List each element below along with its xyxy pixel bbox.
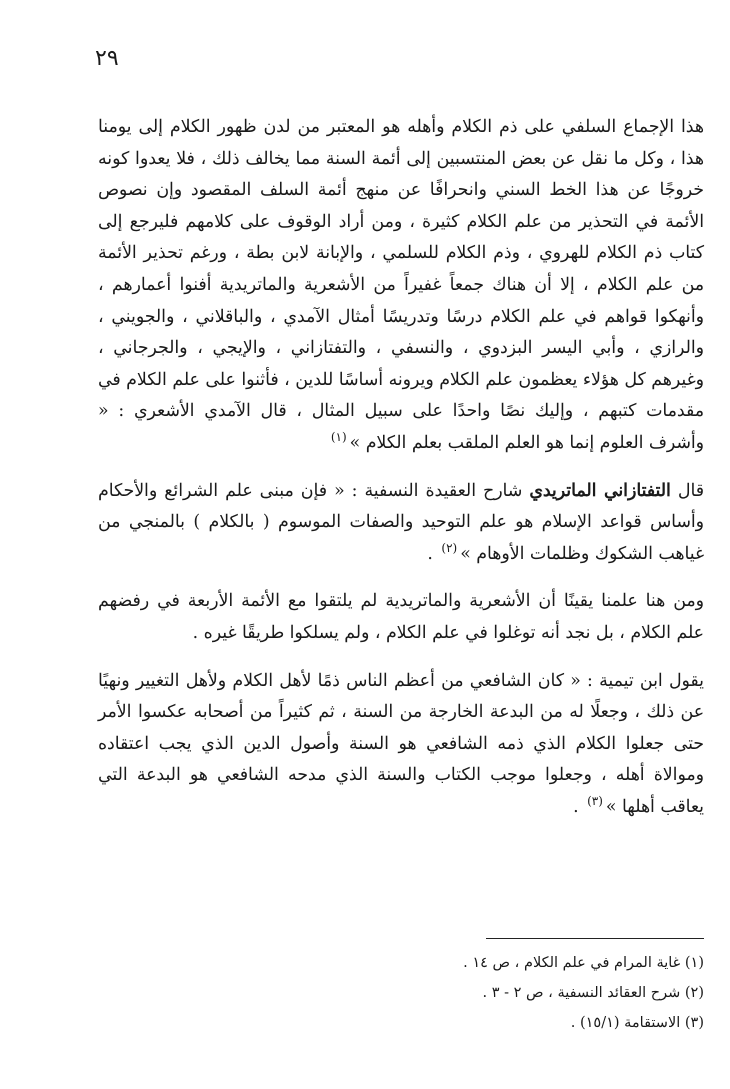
main-text	[98, 112, 704, 823]
footnote-ref-1[interactable]: (١)	[330, 430, 347, 445]
paragraph-1-text: هذا الإجماع السلفي على ذم الكلام وأهله هو المعتبر من لدن ظهور الكلام إلى يومنا هذا ، وكل ما نقل عن بعض المنتسبين إلى أئمة السنة مما يخالف ذلك ، فلا يعدوا كونه خروجًا عن هذا الخط السني وانحرافًا عن منهج أئمة السلف المقصود وإن نصوص الأئمة في التحذير من علم الكلام كثيرة ، ومن أراد الوقوف على كلامهم فليرجع إلى كتاب ذم الكلام للهروي ، وذم الكلام للسلمي ، والإبانة لابن بطة ، ورغم تحذير الأئمة من علم الكلام ، إلا أن هناك جمعاً غفيراً من الأشعرية والماتريدية أفنوا أعمارهم ، وأنهكوا قواهم في علم الكلام درسًا وتدريسًا أمثال الآمدي ، والباقلاني ، والجويني ، والرازي ، وأبي اليسر البزدوي ، والنسفي ، والتفتازاني ، والإيجي ، والجرجاني ، وغيرهم كل هؤلاء يعظمون علم الكلام ويرونه أساسًا للدين ، فأثنوا على علم الكلام في مقدمات كتبهم ، وإليك نصًا واحدًا على سبيل المثال ، قال الآمدي الأشعري : « وأشرف العلوم إنما هو العلم الملقب بعلم الكلام »	[98, 117, 704, 453]
footnote-3: (٣) الاستقامة (١٥/١) .	[570, 1015, 704, 1031]
paragraph-4-end: .	[573, 796, 579, 817]
paragraph-2-bold-name: التفتازاني الماتريدي	[529, 480, 671, 501]
footnote-divider	[486, 938, 704, 939]
footnote-ref-2[interactable]: (٢)	[441, 540, 458, 555]
paragraph-2-lead: قال	[677, 480, 704, 501]
paragraph-2	[98, 476, 704, 571]
footnotes	[98, 948, 704, 1038]
paragraph-1	[98, 112, 704, 460]
paragraph-4-text: يقول ابن تيمية : « كان الشافعي من أعظم الناس ذمًا لأهل الكلام ولأهل التغيير ونهيًا عن ذلك ، وجعلًا له من البدعة الخارجة من السنة ، ثم كثيراً من أصحابه عكسوا الأمر حتى جعلوا الكلام الذي ذمه الشافعي هو السنة وأصول الدين الذي يجب اعتقاده وموالاة أهله ، وجعلوا موجب الكتاب والسنة الذي مدحه الشافعي هو البدعة التي يعاقب أهلها »	[98, 670, 704, 817]
paragraph-4	[98, 666, 704, 824]
paragraph-3	[98, 586, 704, 649]
paragraph-2-text: شارح العقيدة النسفية : « فإن مبنى علم الشرائع والأحكام وأساس قواعد الإسلام هو علم التوحيد والصفات الموسوم ( بالكلام ) بالمنجي من غياهب الشكوك وظلمات الأوهام »	[98, 480, 704, 564]
page-number: ٢٩	[95, 46, 119, 71]
footnote-1: (١) غاية المرام في علم الكلام ، ص ١٤ .	[463, 955, 704, 971]
footnote-2: (٢) شرح العقائد النسفية ، ص ٢ - ٣ .	[482, 985, 704, 1001]
footnote-ref-3[interactable]: (٣)	[587, 794, 603, 809]
paragraph-3-text: ومن هنا علمنا يقينًا أن الأشعرية والماتريدية لم يلتقوا مع الأئمة الأربعة في رفضهم علم الكلام ، بل نجد أنه توغلوا في علم الكلام ، ولم يسلكوا طريقًا غيره .	[98, 591, 704, 643]
paragraph-2-end: .	[427, 543, 433, 564]
